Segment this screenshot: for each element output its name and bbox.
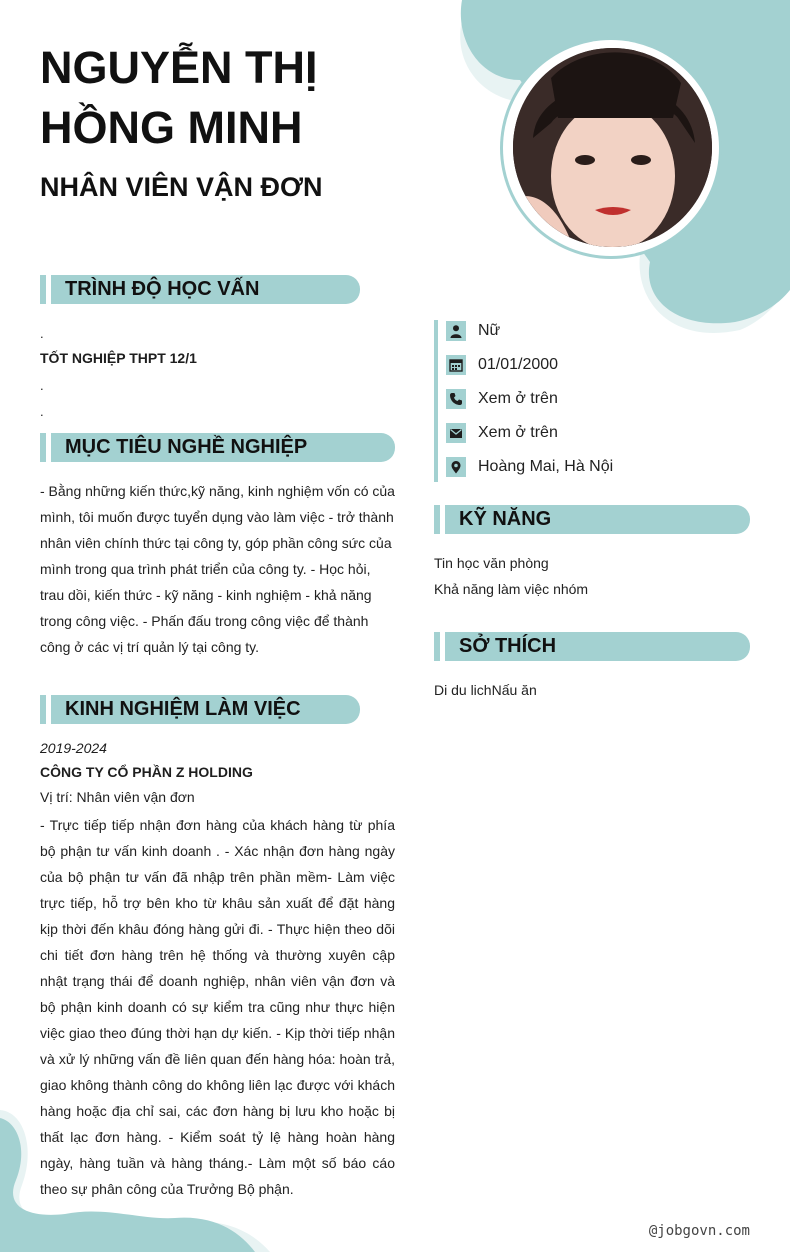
skills-header bbox=[434, 505, 750, 534]
contact-gender bbox=[446, 320, 500, 342]
person-icon bbox=[446, 321, 466, 341]
experience-description: - Trực tiếp tiếp nhận đơn hàng của khách hàng từ phía bộ phận tư vấn kinh doanh . - Xác nhận đơn hàng ngày của bộ phận tư vấn đã nhập trên phần mềm- Làm việc trực tiếp, hỗ trợ bên kho từ khâu sản xuất để đặt hàng kịp thời đến khâu đóng hàng gửi đi. - Thực hiện theo dõi chi tiết đơn hàng trên hệ thống và thường xuyên cập nhật trạng thái để doanh nghiệp, nhân viên vận đơn và bộ phận kinh doanh có sự kiểm tra cũng như thực hiện việc giao theo đúng thời hạn dự kiến. - Kịp thời tiếp nhận và xử lý những vấn đề liên quan đến hàng hóa: hoàn trả, giao không thành công do không liên lạc được với khách hàng hoặc địa chỉ sai, các đơn hàng bị lưu kho hoặc bị thất lạc đơn hàng. - Kiểm soát tỷ lệ hàng hoàn hàng ngày, hàng tuần và hàng tháng.- Làm một số báo cáo theo sự phân công của Trưởng Bộ phận. bbox=[40, 817, 395, 1197]
hobbies-text: Di du lichNấu ăn bbox=[434, 682, 537, 698]
experience-position: Vị trí: Nhân viên vận đơn bbox=[40, 789, 195, 805]
objective-title: MỤC TIÊU NGHỀ NGHIỆP bbox=[51, 433, 395, 462]
experience-title: KINH NGHIỆM LÀM VIỆC bbox=[51, 695, 360, 724]
education-degree: TỐT NGHIỆP THPT 12/1 bbox=[40, 350, 197, 366]
skill-item: Tin học văn phòng bbox=[434, 555, 549, 571]
education-title: TRÌNH ĐỘ HỌC VẤN bbox=[51, 275, 360, 304]
education-content bbox=[40, 322, 400, 426]
birthday-value: 01/01/2000 bbox=[478, 356, 559, 373]
skills-title: KỸ NĂNG bbox=[445, 505, 750, 534]
location-pin-icon bbox=[446, 457, 466, 477]
job-title: NHÂN VIÊN VẬN ĐƠN bbox=[40, 172, 323, 202]
contact-info bbox=[434, 320, 768, 482]
contact-birthday bbox=[446, 354, 558, 376]
education-line: . bbox=[40, 404, 44, 419]
email-value: Xem ở trên bbox=[478, 424, 558, 441]
phone-value: Xem ở trên bbox=[478, 390, 558, 407]
profile-photo bbox=[513, 48, 712, 247]
hobbies-header bbox=[434, 632, 750, 661]
skill-item: Khả năng làm việc nhóm bbox=[434, 581, 589, 597]
experience-header bbox=[40, 695, 360, 724]
candidate-name: NGUYỄN THỊ HỒNG MINH bbox=[40, 42, 318, 153]
calendar-icon bbox=[446, 355, 466, 375]
education-line: . bbox=[40, 326, 44, 341]
contact-phone bbox=[446, 388, 558, 410]
gender-value: Nữ bbox=[478, 322, 501, 339]
education-header bbox=[40, 275, 360, 304]
hobbies-title: SỞ THÍCH bbox=[445, 632, 750, 661]
objective-header bbox=[40, 433, 395, 462]
address-value: Hoàng Mai, Hà Nội bbox=[478, 458, 614, 475]
watermark-text: @jobgovn.com bbox=[648, 1223, 750, 1239]
experience-period: 2019-2024 bbox=[40, 740, 107, 756]
mail-icon bbox=[446, 423, 466, 443]
education-line: . bbox=[40, 378, 44, 393]
objective-text: - Bằng những kiến thức,kỹ năng, kinh nghiệm vốn có của mình, tôi muốn được tuyển dụng vào làm việc - trở thành nhân viên chính thức tại công ty, góp phần công sức của mình trong qua trình phát triển của công ty. - Học hỏi, trau dồi, kiến thức - kỹ năng - kinh nghiệm - khả năng trong công việc. - Phấn đấu trong công việc để thành công ở các vị trí quản lý tại công ty. bbox=[40, 483, 395, 655]
experience-company: CÔNG TY CỔ PHẦN Z HOLDING bbox=[40, 764, 253, 780]
phone-icon bbox=[446, 389, 466, 409]
contact-email bbox=[446, 422, 558, 444]
skills-list bbox=[434, 550, 588, 602]
contact-address bbox=[446, 456, 613, 478]
